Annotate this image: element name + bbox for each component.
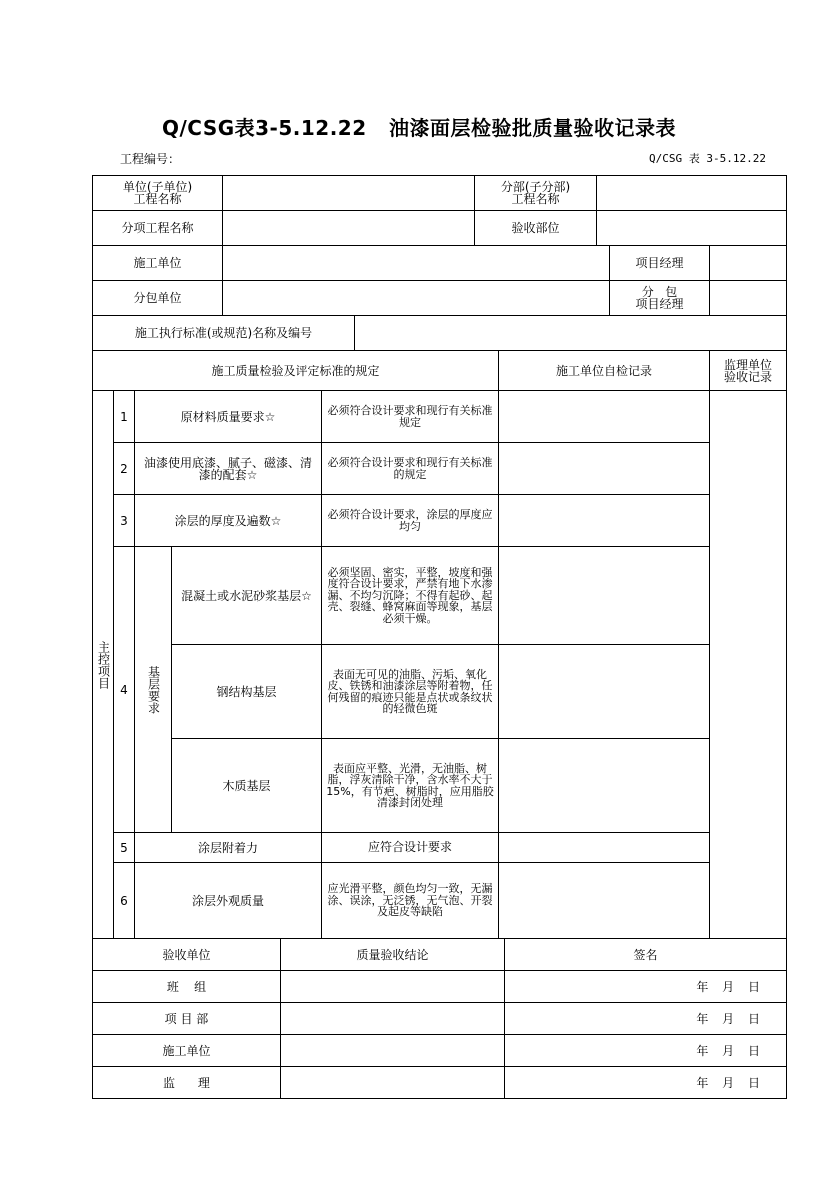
item-standard: 必须符合设计要求，涂层的厚度应均匀 [322,495,499,547]
acceptance-date[interactable]: 年 月 日 [505,1035,787,1067]
supervisor-column-header: 监理单位 验收记录 [710,351,787,391]
sub-item-standard: 表面无可见的油脂、污垢、氧化皮、铁锈和油漆涂层等附着物，任何残留的痕迹只能是点状或条纹状的轻微色斑 [322,645,499,739]
acceptance-conclusion-cell[interactable] [281,1003,505,1035]
sub-pm-label: 分 包 项目经理 [610,281,710,316]
sub-item-name: 木质基层 [172,739,322,833]
subitem-name-field[interactable] [223,211,475,246]
self-check-column-header: 施工单位自检记录 [499,351,710,391]
acceptance-sign-header: 签名 [505,939,787,971]
item-self-check-cell[interactable] [499,547,710,645]
item-name: 涂层外观质量 [135,863,322,939]
sub-item-standard: 必须坚固、密实，平整，坡度和强度符合设计要求，严禁有地下水渗漏、不均匀沉降；不得有起砂、起壳、裂缝、蜂窝麻面等现象，基层必须干燥。 [322,547,499,645]
acceptance-conclusion-header: 质量验收结论 [281,939,505,971]
base-requirement-text: 基层要求 [146,665,161,714]
acceptance-date[interactable]: 年 月 日 [505,1003,787,1035]
item-self-check-cell[interactable] [499,739,710,833]
item-no: 6 [114,863,135,939]
item-name: 油漆使用底漆、腻子、磁漆、清漆的配套☆ [135,443,322,495]
item-standard: 必须符合设计要求和现行有关标准规定 [322,391,499,443]
sub-item-name: 钢结构基层 [172,645,322,739]
item-no: 1 [114,391,135,443]
subcontractor-field[interactable] [223,281,610,316]
acceptance-row-label: 班 组 [93,971,281,1003]
division-name-label: 分部(子分部) 工程名称 [475,176,597,211]
item-no: 3 [114,495,135,547]
item-self-check-cell[interactable] [499,495,710,547]
item-self-check-cell[interactable] [499,863,710,939]
main-control-text: 主控项目 [96,640,111,689]
acceptance-conclusion-cell[interactable] [281,971,505,1003]
item-self-check-cell[interactable] [499,391,710,443]
main-control-label [93,391,114,939]
header-table [92,175,787,316]
acceptance-table [92,938,787,1099]
item-name: 原材料质量要求☆ [135,391,322,443]
acceptance-row-label: 项 目 部 [93,1003,281,1035]
item-standard: 必须符合设计要求和现行有关标准的规定 [322,443,499,495]
check-part-field[interactable] [597,211,787,246]
acceptance-row-label: 施工单位 [93,1035,281,1067]
item-no: 2 [114,443,135,495]
inspection-table [92,350,787,939]
acceptance-date[interactable]: 年 月 日 [505,971,787,1003]
sub-item-name: 混凝土或水泥砂浆基层☆ [172,547,322,645]
acceptance-row-label: 监 理 [93,1067,281,1099]
project-manager-label: 项目经理 [610,246,710,281]
standard-table [92,315,787,351]
subitem-name-label: 分项工程名称 [93,211,223,246]
item-self-check-cell[interactable] [499,833,710,863]
project-manager-field[interactable] [710,246,787,281]
sub-item-standard: 表面应平整、光滑，无油脂、树脂，浮灰清除干净，含水率不大于15%，有节疤、树脂时，应用脂胶清漆封闭处理 [322,739,499,833]
acceptance-conclusion-cell[interactable] [281,1067,505,1099]
item-self-check-cell[interactable] [499,443,710,495]
constructor-field[interactable] [223,246,610,281]
check-part-label: 验收部位 [475,211,597,246]
item-standard: 应符合设计要求 [322,833,499,863]
subcontractor-label: 分包单位 [93,281,223,316]
sub-pm-field[interactable] [710,281,787,316]
item-name: 涂层的厚度及遍数☆ [135,495,322,547]
standard-field[interactable] [355,316,787,351]
standard-label: 施工执行标准(或规范)名称及编号 [93,316,355,351]
form-code: Q/CSG 表 3-5.12.22 [649,152,766,165]
item-name: 涂层附着力 [135,833,322,863]
constructor-label: 施工单位 [93,246,223,281]
page-title: Q/CSG表3-5.12.22 油漆面层检验批质量验收记录表 [161,116,677,140]
spec-column-header: 施工质量检验及评定标准的规定 [93,351,499,391]
acceptance-date[interactable]: 年 月 日 [505,1067,787,1099]
acceptance-conclusion-cell[interactable] [281,1035,505,1067]
base-requirement-label [135,547,172,833]
supervisor-record-cell[interactable] [710,391,787,939]
project-number-label: 工程编号： [120,152,181,166]
item-standard: 应光滑平整，颜色均匀一致，无漏涂、误涂，无泛锈，无气泡、开裂及起皮等缺陷 [322,863,499,939]
division-name-field[interactable] [597,176,787,211]
unit-name-field[interactable] [223,176,475,211]
unit-name-label: 单位(子单位) 工程名称 [93,176,223,211]
item-self-check-cell[interactable] [499,645,710,739]
item-no: 5 [114,833,135,863]
item-no: 4 [114,547,135,833]
acceptance-unit-header: 验收单位 [93,939,281,971]
